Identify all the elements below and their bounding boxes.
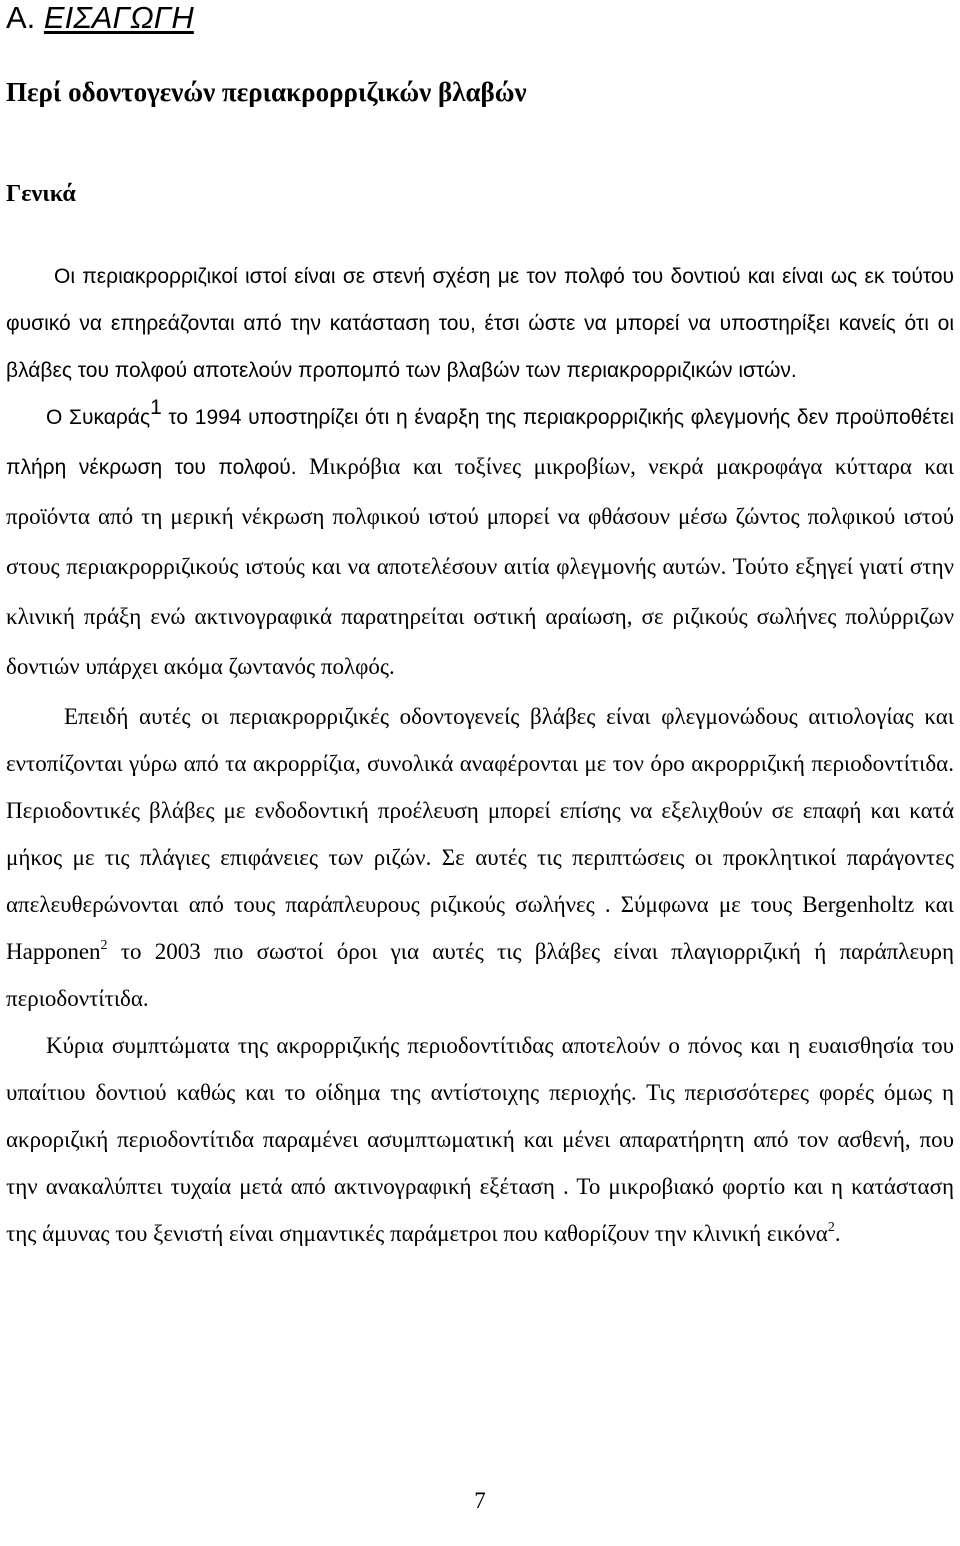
footnote-ref-2: 2 <box>100 938 108 953</box>
chapter-heading <box>6 0 954 40</box>
footnote-ref-1: 1 <box>150 396 162 419</box>
subsection-title: Γενικά <box>6 181 76 207</box>
paragraph-4-end: . <box>834 1221 841 1246</box>
document-body <box>6 253 954 1257</box>
paragraph-3-text-c: Σε αυτές τις περιπτώσεις οι προκλητικοί παράγοντες απελευθερώνονται από τους παράπλευρους ριζικούς σωλήνες . Σύμφωνα με τους Bergenholtz και Happonen <box>6 845 955 964</box>
paragraph-2-text-b: το 1994 υποστηρίζει ότι η έναρξη της περιακρορριζικής φλεγμονής δεν προϋποθέτει πλήρη νέκρωση του πολφού. <box>6 406 954 479</box>
paragraph-4-text-a: Κύρια συμπτώματα της ακρορριζικής περιοδοντίτιδας αποτελούν ο πόνος και η ευαισθησία του υπαίτιου δοντιού καθώς και το οίδημα της αντίστοιχης περιοχής. <box>6 1033 954 1105</box>
chapter-letter: Α. <box>6 0 36 35</box>
paragraph-3-text-d: το 2003 πιο σωστοί όροι για αυτές τις βλάβες είναι πλαγιορριζική ή παράπλευρη περιοδοντίτιδα. <box>6 939 954 1011</box>
paragraph-4 <box>6 1022 954 1257</box>
paragraph-4-text-b: Τις περισσότερες φορές όμως η ακροριζική περιοδοντίτιδα παραμένει ασυμπτωματική και μένει απαρατήρητη από τον ασθενή, που την ανακαλύπτει τυχαία μετά από ακτινογραφική εξέταση . <box>6 1080 954 1199</box>
section-title: Περί οδοντογενών περιακρορριζικών βλαβών <box>6 77 527 107</box>
paragraph-3 <box>6 693 954 1022</box>
paragraph-1-text: Οι περιακρορριζικοί ιστοί είναι σε στενή σχέση με τον πολφό του δοντιού και είναι ως εκ τούτου φυσικό να επηρεάζονται από την κατάσταση του, έτσι ώστε να μπορεί να υποστηρίξει κανείς ότι οι βλάβες του πολφού αποτελούν προπομπό των βλαβών των περιακρορριζικών ιστών. <box>6 265 954 382</box>
paragraph-3-text-b: Περιοδοντικές βλάβες με ενδοδοντική προέλευση μπορεί επίσης να εξελιχθούν σε επαφή και κατά μήκος με τις πλάγιες επιφάνειες των ριζών. <box>6 798 954 870</box>
paragraph-2-text-a: Ο Συκαράς <box>46 406 151 429</box>
paragraph-1 <box>6 253 954 394</box>
paragraph-2-text-c: Μικρόβια και τοξίνες μικροβίων, νεκρά μακροφάγα κύτταρα και προϊόντα από τη μερική νέκρωση πολφικού ιστού μπορεί να φθάσουν μέσω ζώντος πολφικού ιστού στους περιακρορριζικούς ιστούς και να αποτελέσουν αιτία φλεγμονής αυτών. <box>6 454 955 579</box>
paragraph-2 <box>6 394 954 693</box>
page-number: 7 <box>474 1488 486 1513</box>
paragraph-2-text-d: Τούτο εξηγεί γιατί στην κλινική πράξη ενώ ακτινογραφικά παρατηρείται οστική αραίωση, σε ριζικούς σωλήνες πολύρριζων δοντιών υπάρχει ακόμα ζωντανός πολφός. <box>6 554 955 679</box>
paragraph-4-text-c: Το μικροβιακό φορτίο και η κατάσταση της άμυνας του ξενιστή είναι σημαντικές παράμετροι που καθορίζουν την κλινική εικόνα <box>6 1174 954 1246</box>
document-page <box>6 0 955 1513</box>
paragraph-3-text-a: Επειδή αυτές οι περιακρορριζικές οδοντογενείς βλάβες είναι φλεγμονώδους αιτιολογίας και εντοπίζονται γύρω από τα ακρορρίζια, συνολικά αναφέρονται με τον όρο ακρορριζική περιοδοντίτιδα. <box>6 704 954 776</box>
footnote-ref-3: 2 <box>827 1220 835 1235</box>
chapter-title: ΕΙΣΑΓΩΓΗ <box>43 0 194 35</box>
